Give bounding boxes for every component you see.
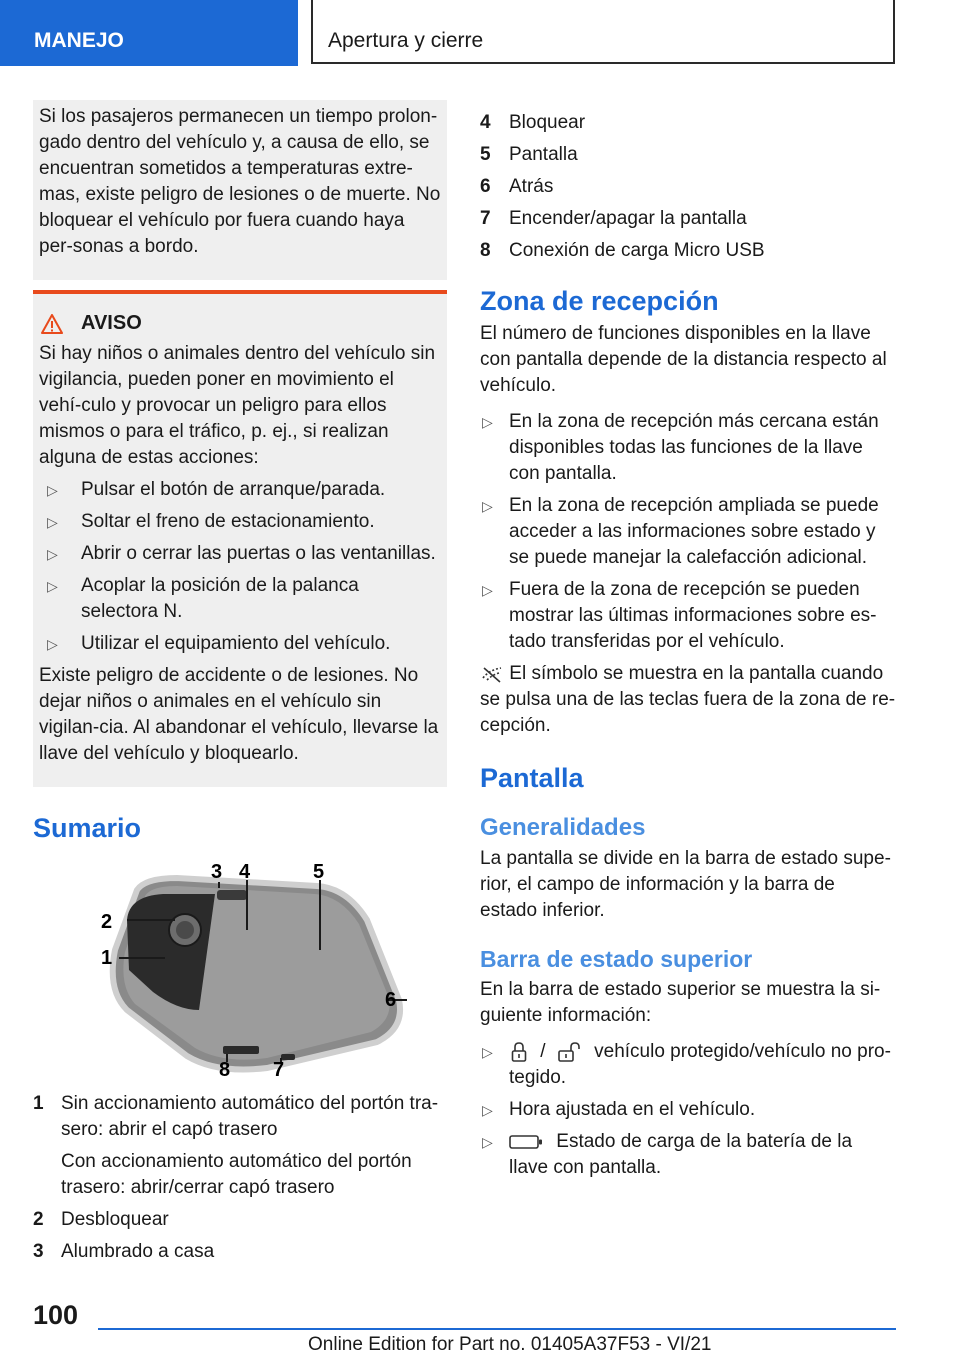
no-connection-icon xyxy=(480,664,504,684)
figure-label-8: 8 xyxy=(219,1059,231,1078)
warning-title xyxy=(39,312,441,335)
list-item: 4 Bloquear xyxy=(480,112,586,133)
status-list xyxy=(480,1039,896,1181)
figure-label-4: 4 xyxy=(239,861,251,883)
list-item: ▷ Soltar el freno de estacionamiento. xyxy=(39,509,441,535)
figure-label-1: 1 xyxy=(101,947,113,969)
summary-heading: Sumario xyxy=(33,813,142,843)
triangle-bullet-icon: ▷ xyxy=(482,414,493,430)
lock-open-icon xyxy=(557,1041,583,1063)
list-item: ▷ Utilizar el equipamiento del vehículo. xyxy=(39,631,441,657)
warning-list xyxy=(39,477,441,657)
figure-label-7: 7 xyxy=(273,1059,285,1078)
triangle-bullet-icon: ▷ xyxy=(482,498,493,514)
figure-label-6: 6 xyxy=(385,989,397,1011)
list-item: ▷ Fuera de la zona de recepción se pueden mostrar las últimas informaciones sobre es-tado transferidas por el vehículo. xyxy=(482,579,877,652)
status-heading: Barra de estado superior xyxy=(480,946,753,972)
reception-heading: Zona de recepción xyxy=(480,286,719,316)
triangle-bullet-icon: ▷ xyxy=(47,482,58,498)
list-item: 2 Desbloquear xyxy=(33,1209,169,1230)
list-item: ▷ Pulsar el botón de arranque/parada. xyxy=(39,477,441,503)
warning-box xyxy=(33,290,447,787)
triangle-bullet-icon: ▷ xyxy=(482,1134,493,1150)
page-header xyxy=(0,0,960,66)
list-item: 7 Encender/apagar la pantalla xyxy=(480,208,747,229)
triangle-bullet-icon: ▷ xyxy=(47,578,58,594)
warning-text: Si hay niños o animales dentro del vehículo sin vigilancia, pueden poner en movimiento el vehí-culo y provocar un peligro para ellos mismos o para el tráfico, p. ej., si realizan alguna de estas acciones: xyxy=(39,343,436,468)
chapter-title: Apertura y cierre xyxy=(311,0,895,64)
warning-triangle-icon xyxy=(41,314,63,334)
figure-label-3: 3 xyxy=(211,861,223,883)
triangle-bullet-icon: ▷ xyxy=(482,582,493,598)
status-text: En la barra de estado superior se muestra la si-guiente información: xyxy=(480,979,881,1026)
symbol-note: El símbolo se muestra en la pantalla cuando se pulsa una de las teclas fuera de la zona de re-cepción. xyxy=(480,663,896,736)
figure-label-5: 5 xyxy=(313,861,325,883)
intro-box-text: Si los pasajeros permanecen un tiempo prolon-gado dentro del vehículo y, a causa de ello, se encuentran sometidos a temperaturas extre-mas, existe peligro de lesiones o de muerte. No bloquear el vehículo por fuera cuando haya per-sonas a bordo. xyxy=(39,106,441,257)
triangle-bullet-icon: ▷ xyxy=(482,1102,493,1118)
triangle-bullet-icon: ▷ xyxy=(47,636,58,652)
list-item: ▷ En la zona de recepción ampliada se puede acceder a las informaciones sobre estado y se puede manejar la calefacción adicional. xyxy=(482,495,879,568)
section-tab: MANEJO xyxy=(0,0,298,66)
list-item: 3 Alumbrado a casa xyxy=(33,1241,215,1262)
triangle-bullet-icon: ▷ xyxy=(47,546,58,562)
left-column xyxy=(33,100,447,1271)
component-list-left xyxy=(33,1091,447,1265)
triangle-bullet-icon: ▷ xyxy=(482,1044,493,1060)
reception-text: El número de funciones disponibles en la llave con pantalla depende de la distancia respecto al vehículo. xyxy=(480,323,887,396)
list-item: ▷ Estado de carga de la batería de la llave con pantalla. xyxy=(482,1131,853,1178)
list-item: 6 Atrás xyxy=(480,176,554,197)
general-heading: Generalidades xyxy=(480,814,646,841)
right-column xyxy=(480,110,896,1187)
footer-edition: Online Edition for Part no. 01405A37F53 - VI/21 xyxy=(308,1334,712,1355)
info-box xyxy=(33,100,447,280)
list-item: 8 Conexión de carga Micro USB xyxy=(480,240,765,261)
list-item: 1 Sin accionamiento automático del portón tra-sero: abrir el capó trasero Con accionamiento automático del portón trasero: abrir/cerrar capó trasero xyxy=(33,1093,439,1198)
list-item: 5 Pantalla xyxy=(480,144,578,165)
reception-list xyxy=(480,409,896,655)
battery-icon xyxy=(509,1134,543,1150)
list-item: ▷ Abrir o cerrar las puertas o las ventanillas. xyxy=(39,541,441,567)
list-item: ▷ Hora ajustada en el vehículo. xyxy=(480,1097,896,1123)
warning-closing: Existe peligro de accidente o de lesiones. No dejar niños o animales en el vehículo sin vigilan-cia. Al abandonar el vehículo, llevarse la llave del vehículo y bloquearlo. xyxy=(39,665,439,764)
page-number: 100 xyxy=(33,1300,79,1330)
list-item: ▷ En la zona de recepción más cercana están disponibles todas las funciones de la llave con pantalla. xyxy=(482,411,879,484)
list-item: ▷ Acoplar la posición de la palanca selectora N. xyxy=(47,575,359,622)
triangle-bullet-icon: ▷ xyxy=(47,514,58,530)
general-text: La pantalla se divide en la barra de estado supe-rior, el campo de información y la barra de estado inferior. xyxy=(480,848,891,921)
lock-closed-icon xyxy=(509,1041,529,1063)
warning-title-label: AVISO xyxy=(81,312,142,334)
component-list-right xyxy=(480,110,896,264)
display-key-figure xyxy=(67,860,407,1078)
figure-label-2: 2 xyxy=(101,911,113,933)
list-item: ▷ / vehículo protegido/vehículo no pro-tegido. xyxy=(482,1041,891,1088)
footer-rule xyxy=(98,1328,896,1330)
display-heading: Pantalla xyxy=(480,763,584,793)
